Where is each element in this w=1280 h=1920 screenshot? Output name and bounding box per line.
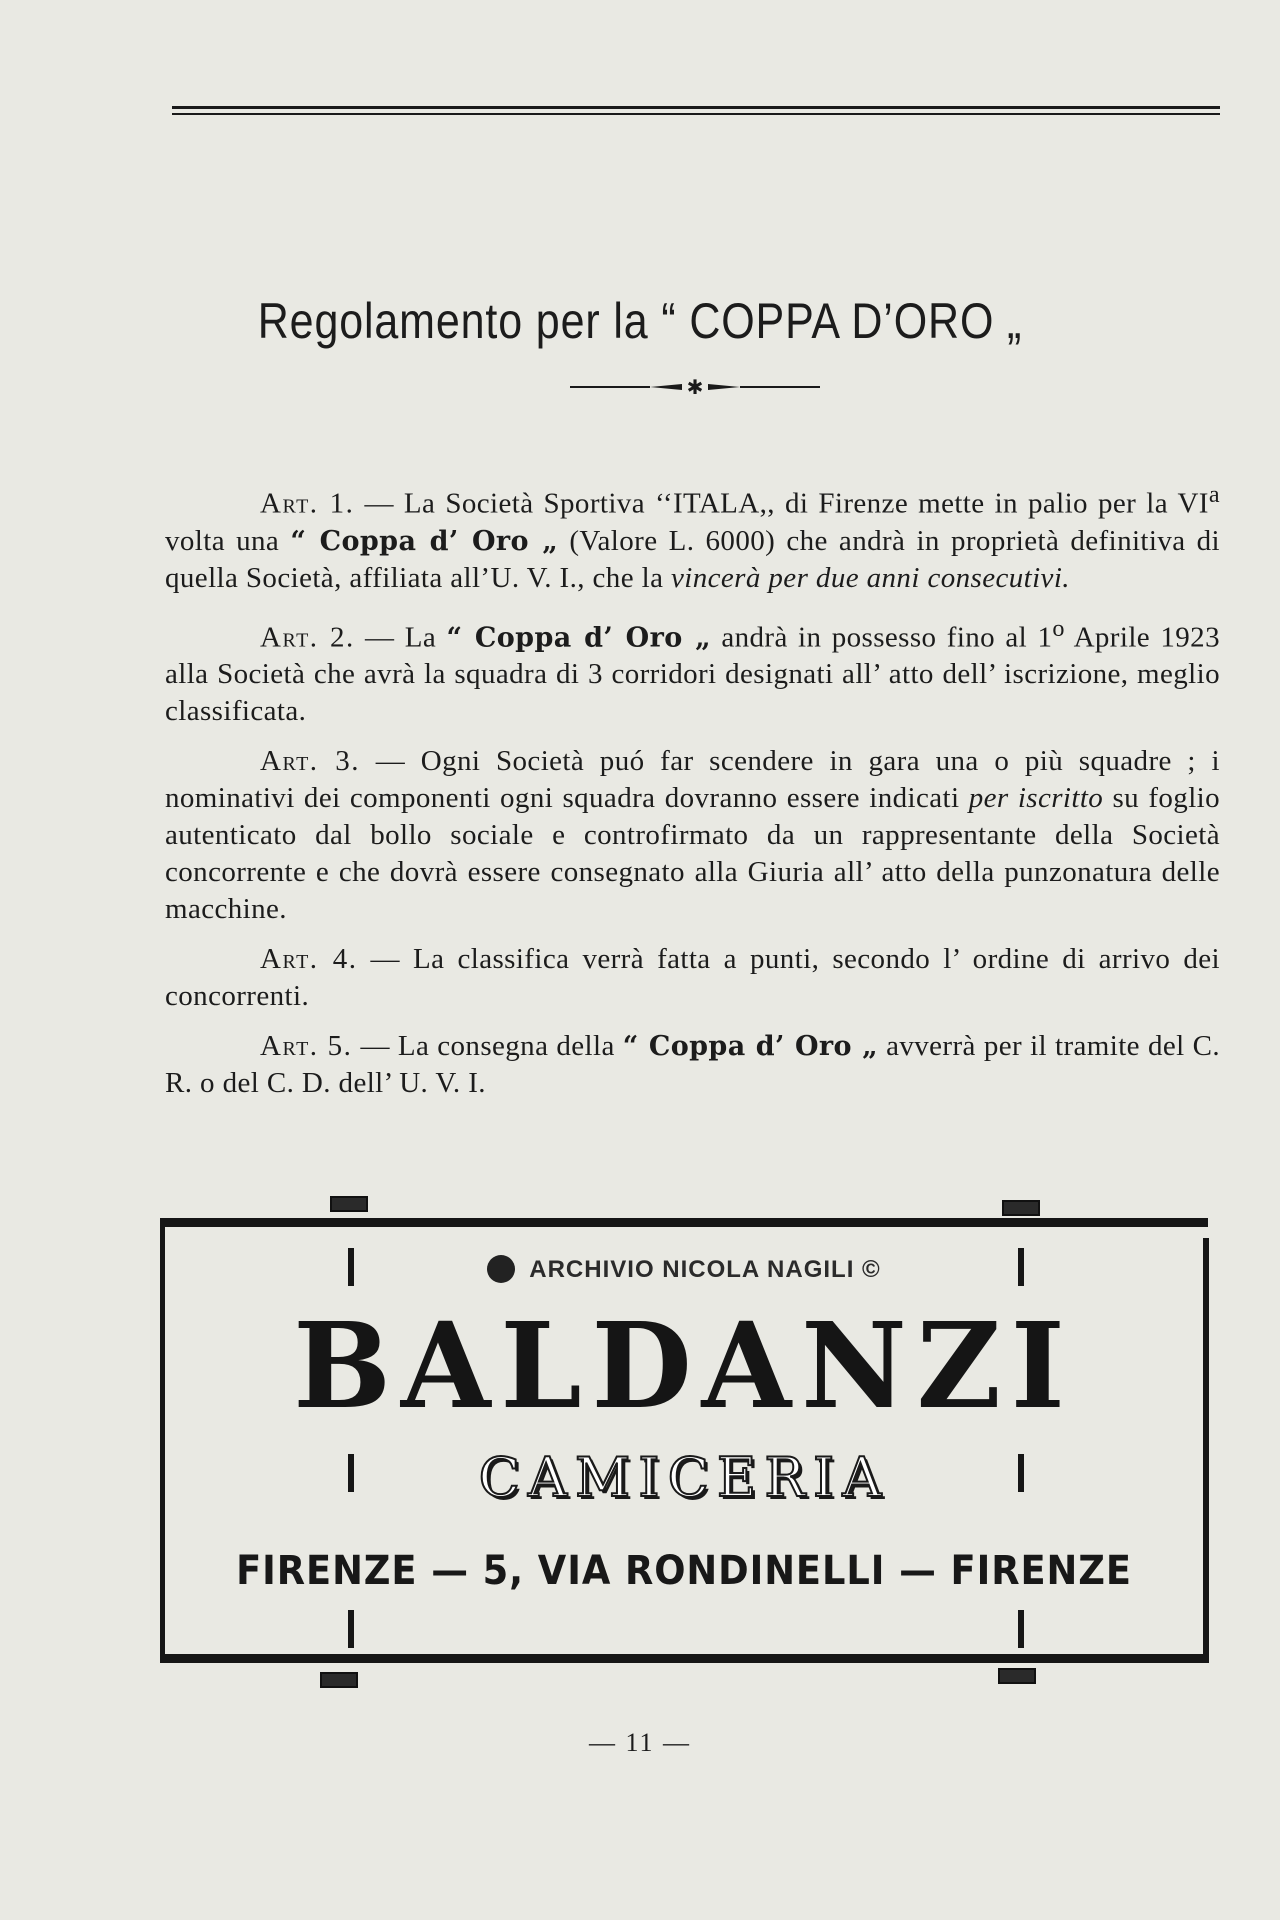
watermark-text: ARCHIVIO NICOLA NAGILI © — [529, 1256, 881, 1283]
svg-text:✱: ✱ — [686, 376, 704, 398]
cup-name: “ Coppa d’ Oro „ — [290, 525, 559, 557]
advertisement-box — [160, 1208, 1208, 1678]
article-label: Art. 1. — [260, 487, 355, 520]
ad-corner-mark — [330, 1196, 368, 1212]
page-number: — 11 — — [588, 1728, 692, 1757]
article-text: — La — [354, 621, 447, 654]
article-italic: per iscritto — [968, 782, 1104, 815]
top-rule-thin — [172, 113, 1220, 115]
superscript: o — [1052, 614, 1065, 642]
article-text: — La Società Sportiva ‘‘ITALA,, di Firenze mette in palio per la VI — [354, 487, 1209, 520]
ad-subtitle: CAMICERIA — [478, 1446, 890, 1509]
ad-divider-tick — [348, 1610, 354, 1648]
article-italic: vincerà per due anni consecutivi. — [671, 561, 1070, 594]
article-text: Aprile 1923 alla Società che avrà la squadra di 3 corridori designati all’ atto dell’ iscrizione, meglio classificata. — [165, 621, 1220, 728]
article-text: (Valore L. 6000) che andrà in proprietà definitiva di quella Società, affiliata all’U. V. I., che la — [165, 524, 1221, 594]
top-rule — [172, 106, 1220, 109]
title-ornament — [570, 376, 820, 398]
ad-border-bottom — [160, 1654, 1208, 1663]
cup-name: “ Coppa d’ Oro „ — [446, 622, 712, 654]
article-4 — [165, 941, 1220, 1015]
article-2 — [165, 610, 1220, 731]
ad-divider-tick — [1018, 1610, 1024, 1648]
page-title: Regolamento per la “ COPPA D’ORO „ — [257, 293, 1023, 349]
ad-corner-mark — [1002, 1200, 1040, 1216]
article-3 — [165, 743, 1220, 928]
superscript: a — [1208, 481, 1220, 508]
article-text: andrà in possesso fino al 1 — [711, 621, 1053, 654]
article-1 — [165, 476, 1220, 597]
archive-logo-icon — [487, 1255, 515, 1283]
article-text: volta una — [165, 524, 291, 557]
article-label: Art. 4. — [260, 943, 358, 976]
article-label: Art. 3. — [260, 745, 361, 778]
archive-watermark — [160, 1256, 1208, 1285]
ad-address: FIRENZE — 5, VIA RONDINELLI — FIRENZE — [236, 1548, 1132, 1594]
articles-list — [165, 476, 1220, 1115]
article-text: — La classifica verrà fatta a punti, secondo l’ ordine di arrivo dei concorrenti. — [165, 943, 1220, 1013]
article-text: su foglio autenticato dal bollo sociale e controfirmato da un rappresentante della Società concorrente e che dovrà essere consegnato alla Giuria all’ atto della punzonatura delle macchine. — [165, 782, 1221, 926]
article-text: avverrà per il tramite del C. R. o del C. D. dell’ U. V. I. — [165, 1030, 1220, 1100]
article-label: Art. 2. — [260, 621, 355, 654]
article-text: — Ogni Società puó far scendere in gara una o più squadre ; i nominativi dei componenti ogni squadra dovranno essere indicati — [165, 745, 1220, 815]
ad-corner-mark — [320, 1672, 358, 1688]
cup-name: “ Coppa d’ Oro „ — [622, 1031, 879, 1063]
article-label: Art. 5. — [260, 1030, 353, 1063]
ad-brand: BALDANZI — [293, 1296, 1075, 1435]
ad-corner-mark — [998, 1668, 1036, 1684]
article-text: — La consegna della — [352, 1030, 623, 1063]
article-5 — [165, 1028, 1220, 1102]
ad-border-left — [160, 1218, 165, 1663]
ad-border-top — [160, 1218, 1208, 1227]
